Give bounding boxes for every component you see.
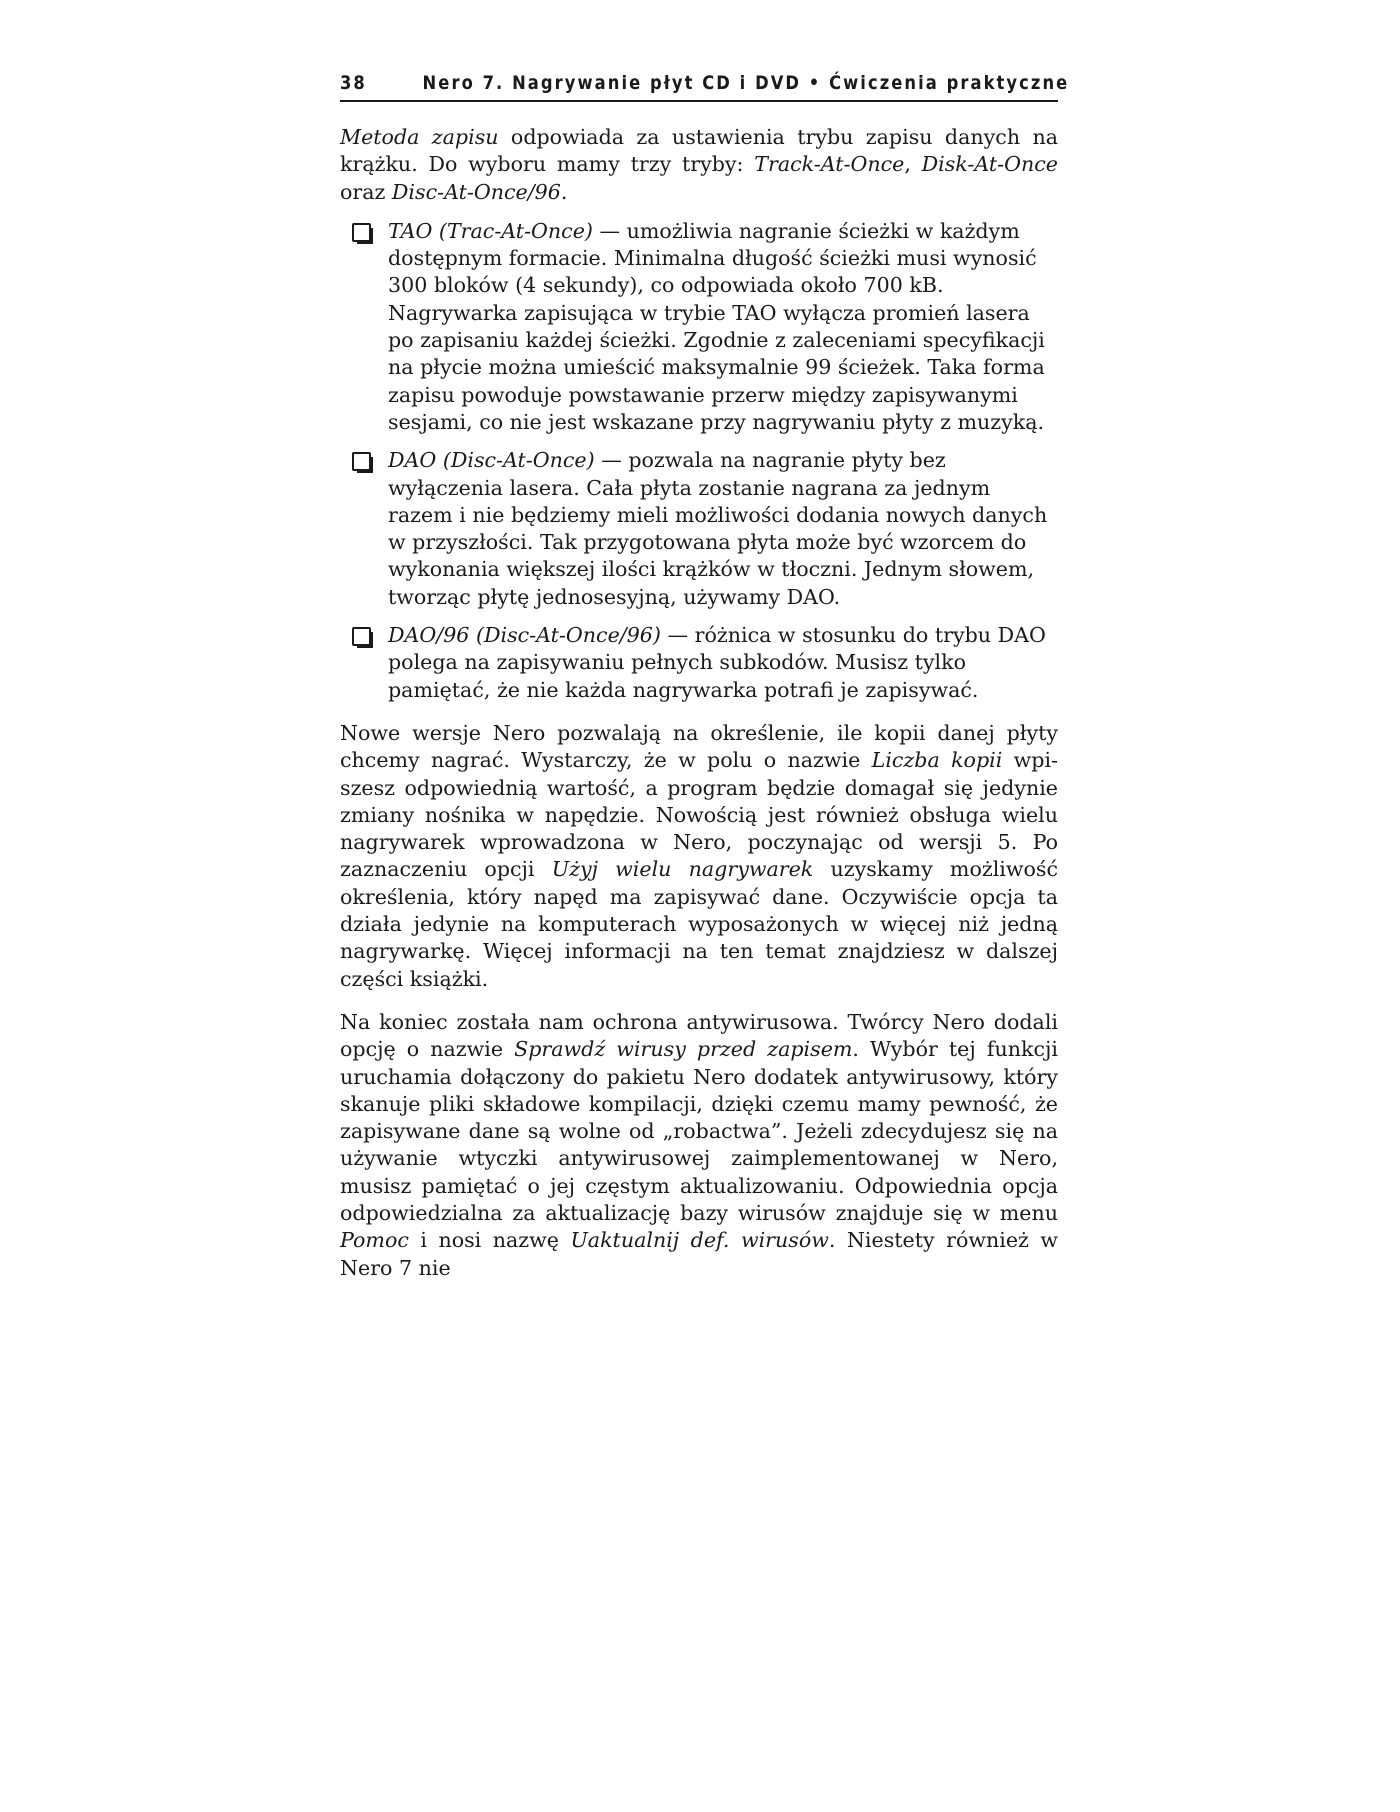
intro-text-3: oraz <box>340 179 392 204</box>
header-rule <box>340 100 1058 102</box>
bullet-term: DAO/96 (Disc-At-Once/96) <box>388 623 661 648</box>
bullet-text: — różnica w stosunku do trybu DAO polega na zapisywaniu pełnych subkodów. Musisz tylko pamiętać, że nie każda nagrywarka potrafi je zapisywać. <box>388 623 1046 702</box>
list-item-dao96 <box>388 622 1058 704</box>
intro-paragraph <box>340 124 1058 206</box>
term-metoda-zapisu: Metoda zapisu <box>340 125 499 149</box>
term-liczba-kopii: Liczba kopii <box>871 748 1003 773</box>
checkbox-bullet-icon <box>352 627 371 646</box>
running-title: Nero 7. Nagrywanie płyt CD i DVD • Ćwiczenia praktyczne <box>422 72 1070 94</box>
term-pomoc: Pomoc <box>340 1228 409 1253</box>
list-item-tao <box>388 218 1058 436</box>
term-disc-at-once-96: Disc-At-Once/96 <box>391 179 561 204</box>
para3-text-2: . Wybór tej funkcji uruchamia dołączony do pakietu Nero dodatek antywirusowy, który skanuje pliki składowe kompilacji, dzięki czemu mamy pewność, że zapisywane dane są wolne od „robactwa”. Jeżeli zdecydujesz się na używanie wtyczki antywirusowej zaimplementowanej w Nero, musisz pamiętać o jej częstym aktualizowaniu. Odpowiednia opcja odpowiedzialna za aktualizację bazy wirusów znajduje się w menu <box>340 1037 1058 1225</box>
book-page <box>340 72 1070 1282</box>
para2-text-2: wpiszesz odpowiednią wartość, a program będzie domagał się jedynie zmiany nośnika w napędzie. Nowością jest również obsługa wielu nagrywarek wprowadzona w Nero, poczynając od wersji 5. Po zaznaczeniu opcji <box>340 748 1059 882</box>
bullet-term: TAO (Trac-At-Once) <box>388 218 593 243</box>
bullet-text: — pozwala na nagranie płyty bez wyłączenia lasera. Cała płyta zostanie nagrana za jednym razem i nie będziemy mieli możliwości dodania nowych danych w przyszłości. Tak przygotowana płyta może być wzorcem do wykonania większej ilości krążków w tłoczni. Jednym słowem, tworząc płytę jednosesyjną, używamy DAO. <box>388 448 1048 609</box>
para2-text-3: uzyskamy możliwość określenia, który napęd ma zapisywać dane. Oczywiście opcja ta działa jedynie na komputerach wyposażonych w więcej niż jedną nagrywarkę. Więcej informacji na ten temat znajdziesz w dalszej części książki. <box>340 857 1059 991</box>
term-track-at-once: Track-At-Once <box>754 152 905 177</box>
copies-paragraph <box>340 720 1058 993</box>
term-sprawdz-wirusy: Sprawdź wirusy przed zapisem <box>514 1037 853 1062</box>
checkbox-bullet-icon <box>352 223 371 242</box>
bullet-text: — umożliwia nagranie ścieżki w każdym dostępnym formacie. Minimalna długość ścieżki musi wynosić 300 bloków (4 sekundy), co odpowiada około 700 kB. Nagrywarka zapisująca w trybie TAO wyłącza promień lasera po zapisaniu każdej ścieżki. Zgodnie z zaleceniami specyfikacji na płycie można umieścić maksymalnie 99 ścieżek. Taka forma zapisu powoduje powstawanie przerw między zapisywanymi sesjami, co nie jest wskazane przy nagrywaniu płyty z muzyką. <box>388 218 1045 434</box>
running-header <box>340 72 1070 98</box>
write-mode-list <box>340 218 1058 704</box>
para3-text-3: i nosi nazwę <box>408 1228 571 1253</box>
term-disk-at-once: Disk-At-Once <box>921 152 1058 177</box>
checkbox-bullet-icon <box>352 452 371 471</box>
antivirus-paragraph <box>340 1009 1058 1282</box>
para3-text-1: Na koniec została nam ochrona antywirusowa. Twórcy Nero dodali opcję o nazwie <box>340 1009 1058 1062</box>
term-uaktualnij-def-wirusow: Uaktualnij def. wirusów <box>570 1228 829 1253</box>
intro-text-4: . <box>560 179 568 204</box>
page-number: 38 <box>340 72 367 94</box>
para2-text-1: Nowe wersje Nero pozwalają na określenie, ile kopii danej płyty chcemy nagrać. Wystarczy, że w polu o nazwie <box>340 720 1058 773</box>
intro-text-1: odpowiada za ustawienia trybu zapisu danych na krążku. Do wyboru mamy trzy tryby: <box>340 125 1059 177</box>
list-item-dao <box>388 447 1058 611</box>
bullet-term: DAO (Disc-At-Once) <box>388 448 595 473</box>
term-uzyj-wielu-nagrywarek: Użyj wielu nagrywarek <box>551 857 814 882</box>
intro-text-2: , <box>904 152 922 177</box>
para3-text-4: . Niestety również w Nero 7 nie <box>340 1228 1058 1280</box>
